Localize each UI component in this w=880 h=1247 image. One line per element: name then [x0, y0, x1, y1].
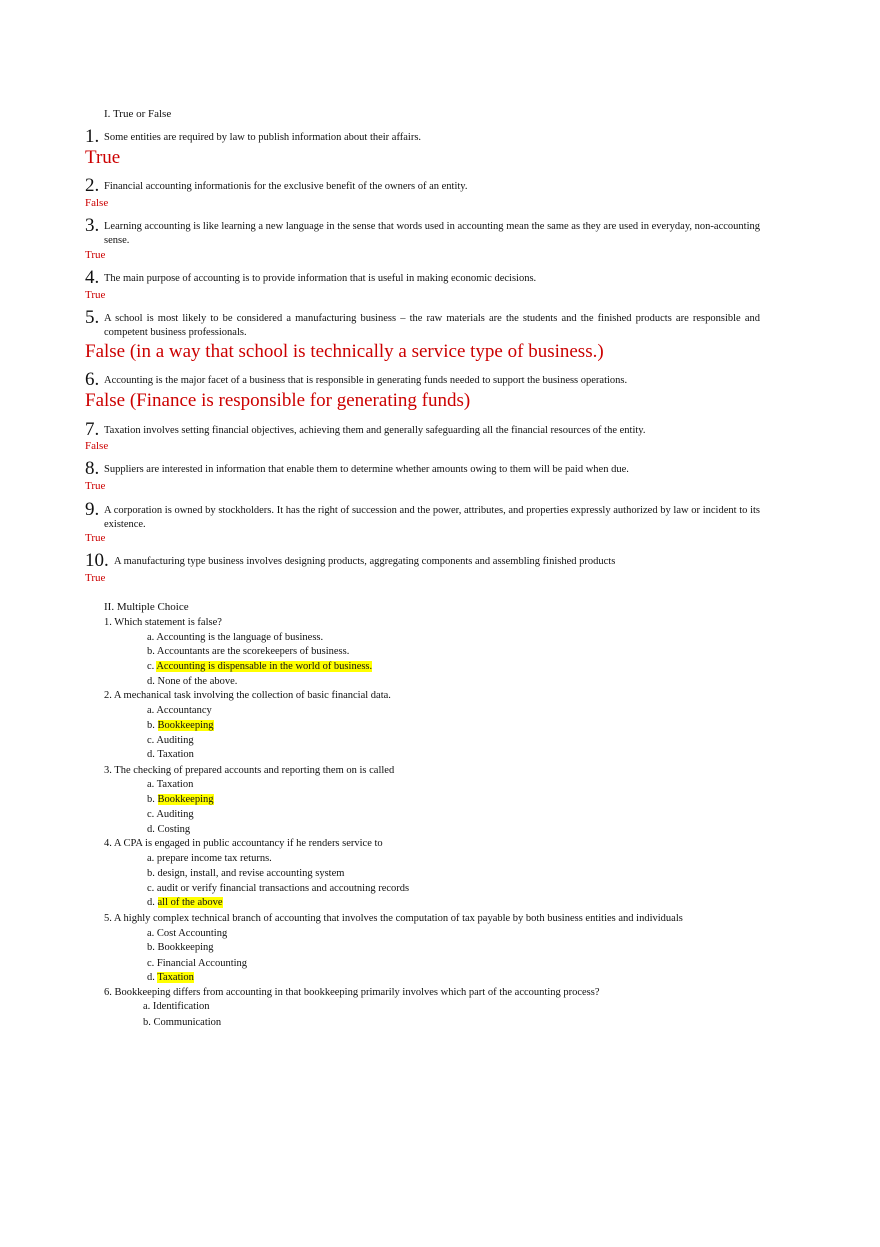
question-text: Learning accounting is like learning a new language in the sense that words used in accounting mean the same as they are used in everyday, non-accounting sense.	[104, 221, 760, 246]
question-text: Taxation involves setting financial objectives, achieving them and generally safeguarding all the financial resources of the entity.	[104, 425, 646, 436]
mc-option-selected: c. Accounting is dispensable in the world of business.	[147, 661, 373, 672]
mc-option: a. Identification	[143, 1001, 210, 1012]
question-number: 5.	[85, 307, 100, 328]
mc-option: a. Cost Accounting	[147, 928, 228, 939]
question-text: Some entities are required by law to publish information about their affairs.	[104, 132, 422, 143]
tf-answer-6: False (Finance is responsible for generating funds)	[85, 390, 471, 411]
tf-answer-4: True	[85, 289, 106, 301]
tf-answer-7: False	[85, 440, 109, 452]
mc-option: a. Taxation	[147, 779, 194, 790]
highlighted-answer: Accounting is dispensable in the world of business.	[156, 661, 373, 672]
question-number: 9.	[85, 499, 100, 520]
mc-option: b. Bookkeeping	[147, 942, 214, 953]
question-text: Suppliers are interested in information that enable them to determine whether amounts owing to them will be paid when due.	[104, 464, 629, 475]
question-text: A corporation is owned by stockholders. It has the right of succession and the power, attributes, and properties expressly authorized by law or incident to its existence.	[104, 505, 760, 530]
section-title-true-false: I. True or False	[104, 108, 172, 120]
mc-option: d. None of the above.	[147, 676, 238, 687]
tf-question-6	[85, 369, 760, 390]
mc-option-selected: d. Taxation	[147, 972, 194, 983]
tf-question-2	[85, 175, 760, 196]
mc-question-3: 3. The checking of prepared accounts and reporting them on is called	[104, 765, 395, 776]
tf-answer-3: True	[85, 249, 106, 261]
section-title-multiple-choice: II. Multiple Choice	[104, 601, 189, 613]
question-number: 3.	[85, 215, 100, 236]
tf-question-4	[85, 267, 760, 288]
tf-question-5	[85, 307, 760, 340]
question-number: 2.	[85, 175, 100, 196]
mc-question-1: 1. Which statement is false?	[104, 617, 222, 628]
mc-option: c. Auditing	[147, 809, 194, 820]
highlighted-answer: Bookkeeping	[157, 794, 214, 805]
mc-option: b. Communication	[143, 1017, 222, 1028]
mc-option: c. Financial Accounting	[147, 958, 248, 969]
question-text: The main purpose of accounting is to provide information that is useful in making economic decisions.	[104, 273, 537, 284]
question-number: 4.	[85, 267, 100, 288]
tf-question-9	[85, 499, 760, 532]
mc-option: d. Taxation	[147, 749, 194, 760]
mc-option: b. design, install, and revise accounting system	[147, 868, 345, 879]
mc-option: a. Accounting is the language of business.	[147, 632, 324, 643]
question-number: 8.	[85, 458, 100, 479]
mc-option: b. Accountants are the scorekeepers of business.	[147, 646, 350, 657]
question-text: Accounting is the major facet of a business that is responsible in generating funds needed to support the business operations.	[104, 375, 628, 386]
mc-option-selected: d. all of the above	[147, 897, 223, 908]
mc-option: c. audit or verify financial transactions and accoutning records	[147, 883, 410, 894]
question-number: 6.	[85, 369, 100, 390]
highlighted-answer: all of the above	[157, 897, 223, 908]
tf-question-8	[85, 458, 760, 479]
tf-answer-5: False (in a way that school is technically a service type of business.)	[85, 341, 604, 362]
question-text: A manufacturing type business involves designing products, aggregating components and assembling finished products	[114, 556, 616, 567]
question-number: 1.	[85, 126, 100, 147]
tf-question-10	[85, 550, 760, 571]
mc-question-6: 6. Bookkeeping differs from accounting in that bookkeeping primarily involves which part of the accounting process?	[104, 987, 600, 998]
highlighted-answer: Taxation	[157, 972, 194, 983]
question-text: A school is most likely to be considered a manufacturing business – the raw materials are the students and the finished products are responsible and competent business professionals.	[104, 313, 760, 338]
tf-answer-2: False	[85, 197, 109, 209]
tf-answer-1: True	[85, 147, 121, 168]
question-text: Financial accounting informationis for the exclusive benefit of the owners of an entity.	[104, 181, 468, 192]
tf-question-1	[85, 126, 760, 147]
tf-question-3	[85, 215, 760, 248]
tf-answer-9: True	[85, 532, 106, 544]
mc-option-selected: b. Bookkeeping	[147, 720, 214, 731]
mc-question-2: 2. A mechanical task involving the collection of basic financial data.	[104, 690, 391, 701]
question-number: 7.	[85, 419, 100, 440]
mc-option-selected: b. Bookkeeping	[147, 794, 214, 805]
tf-question-7	[85, 419, 760, 440]
mc-option: a. prepare income tax returns.	[147, 853, 272, 864]
mc-option: d. Costing	[147, 824, 191, 835]
question-number: 10.	[85, 550, 109, 571]
highlighted-answer: Bookkeeping	[157, 720, 214, 731]
mc-question-5: 5. A highly complex technical branch of accounting that involves the computation of tax payable by both business entities and individuals	[104, 913, 683, 924]
mc-option: c. Auditing	[147, 735, 194, 746]
tf-answer-8: True	[85, 480, 106, 492]
tf-answer-10: True	[85, 572, 106, 584]
mc-option: a. Accountancy	[147, 705, 212, 716]
mc-question-4: 4. A CPA is engaged in public accountancy if he renders service to	[104, 838, 383, 849]
